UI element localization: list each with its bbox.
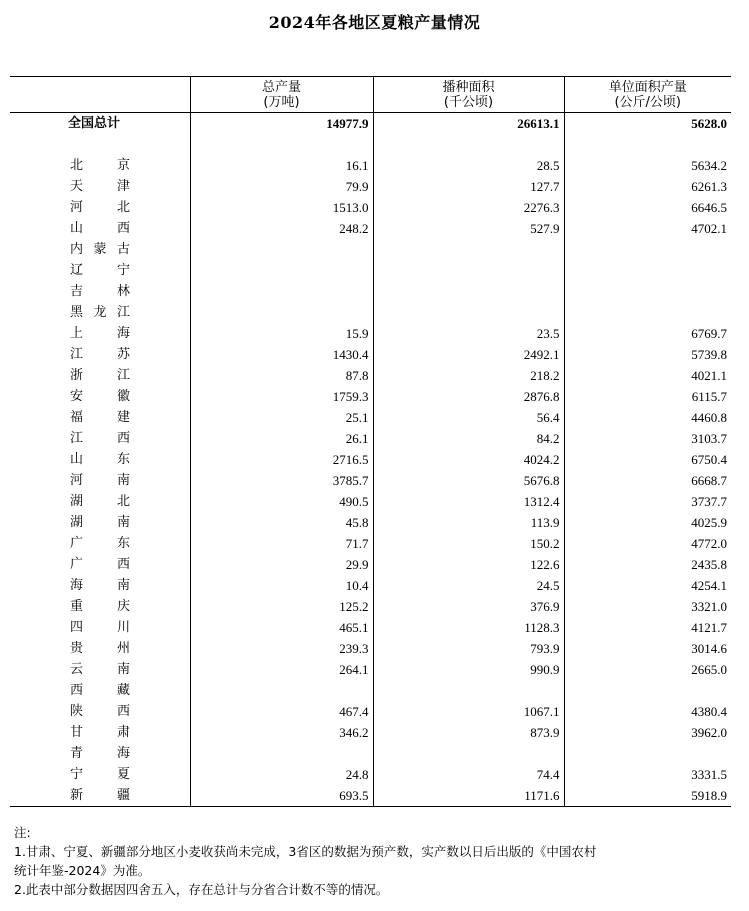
region-label: 贵州: [70, 641, 130, 656]
area-cell: 376.9: [373, 596, 564, 617]
region-label: 江西: [70, 431, 130, 446]
header-yield-unit: (公斤/公顷): [614, 95, 682, 110]
region-name: [10, 491, 190, 512]
area-cell: 2276.3: [373, 197, 564, 218]
region-name: [10, 764, 190, 785]
table-row: [10, 365, 731, 386]
area-cell: 1312.4: [373, 491, 564, 512]
output-cell: 79.9: [190, 176, 373, 197]
area-cell: 1171.6: [373, 785, 564, 807]
header-output-label: 总产量: [261, 80, 301, 95]
header-yield-label: 单位面积产量: [608, 80, 687, 95]
spacer-cell: [564, 136, 731, 155]
region-label: 新疆: [70, 788, 130, 803]
yield-cell: 5918.9: [564, 785, 731, 807]
output-cell: 87.8: [190, 365, 373, 386]
table-row: [10, 197, 731, 218]
table-row: [10, 407, 731, 428]
area-cell: 56.4: [373, 407, 564, 428]
yield-cell: 4772.0: [564, 533, 731, 554]
region-name: [10, 386, 190, 407]
yield-cell: 4025.9: [564, 512, 731, 533]
area-cell: 74.4: [373, 764, 564, 785]
region-label: 黑龙江: [70, 305, 130, 320]
yield-cell: 3962.0: [564, 722, 731, 743]
output-cell: 26.1: [190, 428, 373, 449]
table-row: [10, 428, 731, 449]
output-cell: 71.7: [190, 533, 373, 554]
region-label: 海南: [70, 578, 130, 593]
region-label: 河北: [70, 200, 130, 215]
area-cell: 793.9: [373, 638, 564, 659]
table-row: [10, 743, 731, 764]
note-line: 注:: [14, 825, 31, 840]
output-cell: 15.9: [190, 323, 373, 344]
region-name: [10, 218, 190, 239]
area-cell: 1128.3: [373, 617, 564, 638]
region-name: [10, 260, 190, 281]
yield-cell: [564, 260, 731, 281]
yield-cell: 4254.1: [564, 575, 731, 596]
output-cell: 346.2: [190, 722, 373, 743]
output-cell: 3785.7: [190, 470, 373, 491]
output-cell: 1513.0: [190, 197, 373, 218]
yield-cell: [564, 680, 731, 701]
region-name: [10, 638, 190, 659]
output-cell: [190, 743, 373, 764]
region-name: [10, 428, 190, 449]
yield-cell: 4021.1: [564, 365, 731, 386]
region-name: [10, 470, 190, 491]
output-cell: 239.3: [190, 638, 373, 659]
table-row: [10, 722, 731, 743]
region-label: 宁夏: [70, 767, 130, 782]
yield-cell: 3331.5: [564, 764, 731, 785]
region-name: [10, 407, 190, 428]
output-cell: 29.9: [190, 554, 373, 575]
yield-cell: [564, 281, 731, 302]
page-title: 2024年各地区夏粮产量情况: [268, 13, 481, 32]
yield-cell: 4121.7: [564, 617, 731, 638]
output-cell: [190, 680, 373, 701]
area-cell: [373, 680, 564, 701]
region-label: 河南: [70, 473, 130, 488]
yield-cell: [564, 239, 731, 260]
header-yield: [564, 77, 731, 113]
header-area: [373, 77, 564, 113]
region-label: 上海: [70, 326, 130, 341]
yield-cell: 3737.7: [564, 491, 731, 512]
table-row: [10, 638, 731, 659]
region-label: 山西: [70, 221, 130, 236]
output-cell: 490.5: [190, 491, 373, 512]
yield-cell: 6750.4: [564, 449, 731, 470]
area-cell: [373, 281, 564, 302]
total-area: 26613.1: [373, 113, 564, 137]
region-name: [10, 785, 190, 807]
yield-cell: 3014.6: [564, 638, 731, 659]
output-cell: 125.2: [190, 596, 373, 617]
region-name: [10, 155, 190, 176]
region-label: 湖北: [70, 494, 130, 509]
region-label: 广东: [70, 536, 130, 551]
yield-cell: 2665.0: [564, 659, 731, 680]
region-label: 江苏: [70, 347, 130, 362]
yield-cell: 6668.7: [564, 470, 731, 491]
table-row: [10, 659, 731, 680]
table-row: [10, 323, 731, 344]
table-row: [10, 617, 731, 638]
yield-cell: 4460.8: [564, 407, 731, 428]
region-label: 吉林: [70, 284, 130, 299]
region-name: [10, 722, 190, 743]
region-label: 福建: [70, 410, 130, 425]
spacer-cell: [10, 136, 190, 155]
table-row: [10, 386, 731, 407]
output-cell: [190, 260, 373, 281]
header-output: [190, 77, 373, 113]
note-line: 2.此表中部分数据因四舍五入，存在总计与分省合计数不等的情况。: [14, 882, 389, 897]
table-row: [10, 260, 731, 281]
output-cell: 25.1: [190, 407, 373, 428]
region-label: 陕西: [70, 704, 130, 719]
table-row: [10, 218, 731, 239]
area-cell: 990.9: [373, 659, 564, 680]
total-output: 14977.9: [190, 113, 373, 137]
region-name: [10, 365, 190, 386]
region-label: 内蒙古: [70, 242, 130, 257]
total-yield: 5628.0: [564, 113, 731, 137]
total-row: [10, 113, 731, 137]
header-area-label: 播种面积: [442, 80, 495, 95]
region-label: 山东: [70, 452, 130, 467]
area-cell: 5676.8: [373, 470, 564, 491]
region-label: 重庆: [70, 599, 130, 614]
output-cell: 264.1: [190, 659, 373, 680]
area-cell: 150.2: [373, 533, 564, 554]
area-cell: 127.7: [373, 176, 564, 197]
area-cell: 218.2: [373, 365, 564, 386]
output-cell: 2716.5: [190, 449, 373, 470]
table-row: [10, 554, 731, 575]
region-name: [10, 239, 190, 260]
region-name: [10, 323, 190, 344]
area-cell: [373, 743, 564, 764]
output-cell: 24.8: [190, 764, 373, 785]
region-label: 青海: [70, 746, 130, 761]
output-cell: 10.4: [190, 575, 373, 596]
output-cell: 16.1: [190, 155, 373, 176]
yield-cell: 3103.7: [564, 428, 731, 449]
area-cell: [373, 302, 564, 323]
yield-cell: 3321.0: [564, 596, 731, 617]
yield-cell: 6115.7: [564, 386, 731, 407]
yield-cell: 4380.4: [564, 701, 731, 722]
output-cell: 45.8: [190, 512, 373, 533]
region-label: 辽宁: [70, 263, 130, 278]
region-name: [10, 701, 190, 722]
region-label: 广西: [70, 557, 130, 572]
area-cell: [373, 239, 564, 260]
yield-cell: 4702.1: [564, 218, 731, 239]
region-name: [10, 554, 190, 575]
area-cell: 527.9: [373, 218, 564, 239]
region-name: [10, 680, 190, 701]
summer-grain-table: [10, 76, 731, 807]
yield-cell: 5634.2: [564, 155, 731, 176]
spacer-cell: [373, 136, 564, 155]
output-cell: 248.2: [190, 218, 373, 239]
area-cell: 2876.8: [373, 386, 564, 407]
region-name: [10, 302, 190, 323]
region-name: [10, 743, 190, 764]
area-cell: 122.6: [373, 554, 564, 575]
table-row: [10, 302, 731, 323]
yield-cell: 6646.5: [564, 197, 731, 218]
table-row: [10, 491, 731, 512]
spacer-row: [10, 136, 731, 155]
table-row: [10, 785, 731, 807]
region-name: [10, 659, 190, 680]
area-cell: 1067.1: [373, 701, 564, 722]
table-row: [10, 281, 731, 302]
region-name: [10, 533, 190, 554]
table-row: [10, 155, 731, 176]
region-label: 甘肃: [70, 725, 130, 740]
output-cell: 465.1: [190, 617, 373, 638]
yield-cell: 5739.8: [564, 344, 731, 365]
header-area-unit: (千公顷): [443, 95, 494, 110]
region-label: 天津: [70, 179, 130, 194]
region-label: 湖南: [70, 515, 130, 530]
data-table: [10, 76, 731, 807]
area-cell: 28.5: [373, 155, 564, 176]
yield-cell: [564, 743, 731, 764]
table-row: [10, 575, 731, 596]
output-cell: 693.5: [190, 785, 373, 807]
table-row: [10, 512, 731, 533]
area-cell: [373, 260, 564, 281]
output-cell: [190, 281, 373, 302]
region-label: 浙江: [70, 368, 130, 383]
yield-cell: 2435.8: [564, 554, 731, 575]
region-name: [10, 617, 190, 638]
output-cell: 1430.4: [190, 344, 373, 365]
region-name: [10, 575, 190, 596]
output-cell: [190, 302, 373, 323]
spacer-cell: [190, 136, 373, 155]
table-row: [10, 239, 731, 260]
yield-cell: 6769.7: [564, 323, 731, 344]
region-name: [10, 596, 190, 617]
region-label: 北京: [70, 158, 130, 173]
output-cell: 467.4: [190, 701, 373, 722]
area-cell: 4024.2: [373, 449, 564, 470]
region-name: [10, 197, 190, 218]
table-row: [10, 701, 731, 722]
area-cell: 2492.1: [373, 344, 564, 365]
header-output-unit: (万吨): [263, 95, 300, 110]
area-cell: 24.5: [373, 575, 564, 596]
region-label: 西藏: [70, 683, 130, 698]
region-name: [10, 281, 190, 302]
table-row: [10, 176, 731, 197]
yield-cell: [564, 302, 731, 323]
area-cell: 84.2: [373, 428, 564, 449]
note-line: 统计年鉴-2024》为准。: [14, 863, 151, 878]
region-name: [10, 449, 190, 470]
total-name: 全国总计: [68, 116, 121, 131]
region-name: [10, 176, 190, 197]
table-row: [10, 764, 731, 785]
area-cell: 23.5: [373, 323, 564, 344]
header-region: [10, 77, 190, 113]
region-label: 安徽: [70, 389, 130, 404]
table-row: [10, 344, 731, 365]
region-name: [10, 344, 190, 365]
note-line: 1.甘肃、宁夏、新疆部分地区小麦收获尚未完成，3省区的数据为预产数，实产数以日后出版的《中国农村: [14, 844, 597, 859]
table-row: [10, 533, 731, 554]
notes: [14, 823, 734, 899]
output-cell: 1759.3: [190, 386, 373, 407]
table-row: [10, 470, 731, 491]
output-cell: [190, 239, 373, 260]
area-cell: 113.9: [373, 512, 564, 533]
region-name: [10, 512, 190, 533]
header-row: [10, 77, 731, 113]
region-label: 云南: [70, 662, 130, 677]
yield-cell: 6261.3: [564, 176, 731, 197]
region-label: 四川: [70, 620, 130, 635]
table-row: [10, 449, 731, 470]
table-row: [10, 596, 731, 617]
area-cell: 873.9: [373, 722, 564, 743]
table-row: [10, 680, 731, 701]
